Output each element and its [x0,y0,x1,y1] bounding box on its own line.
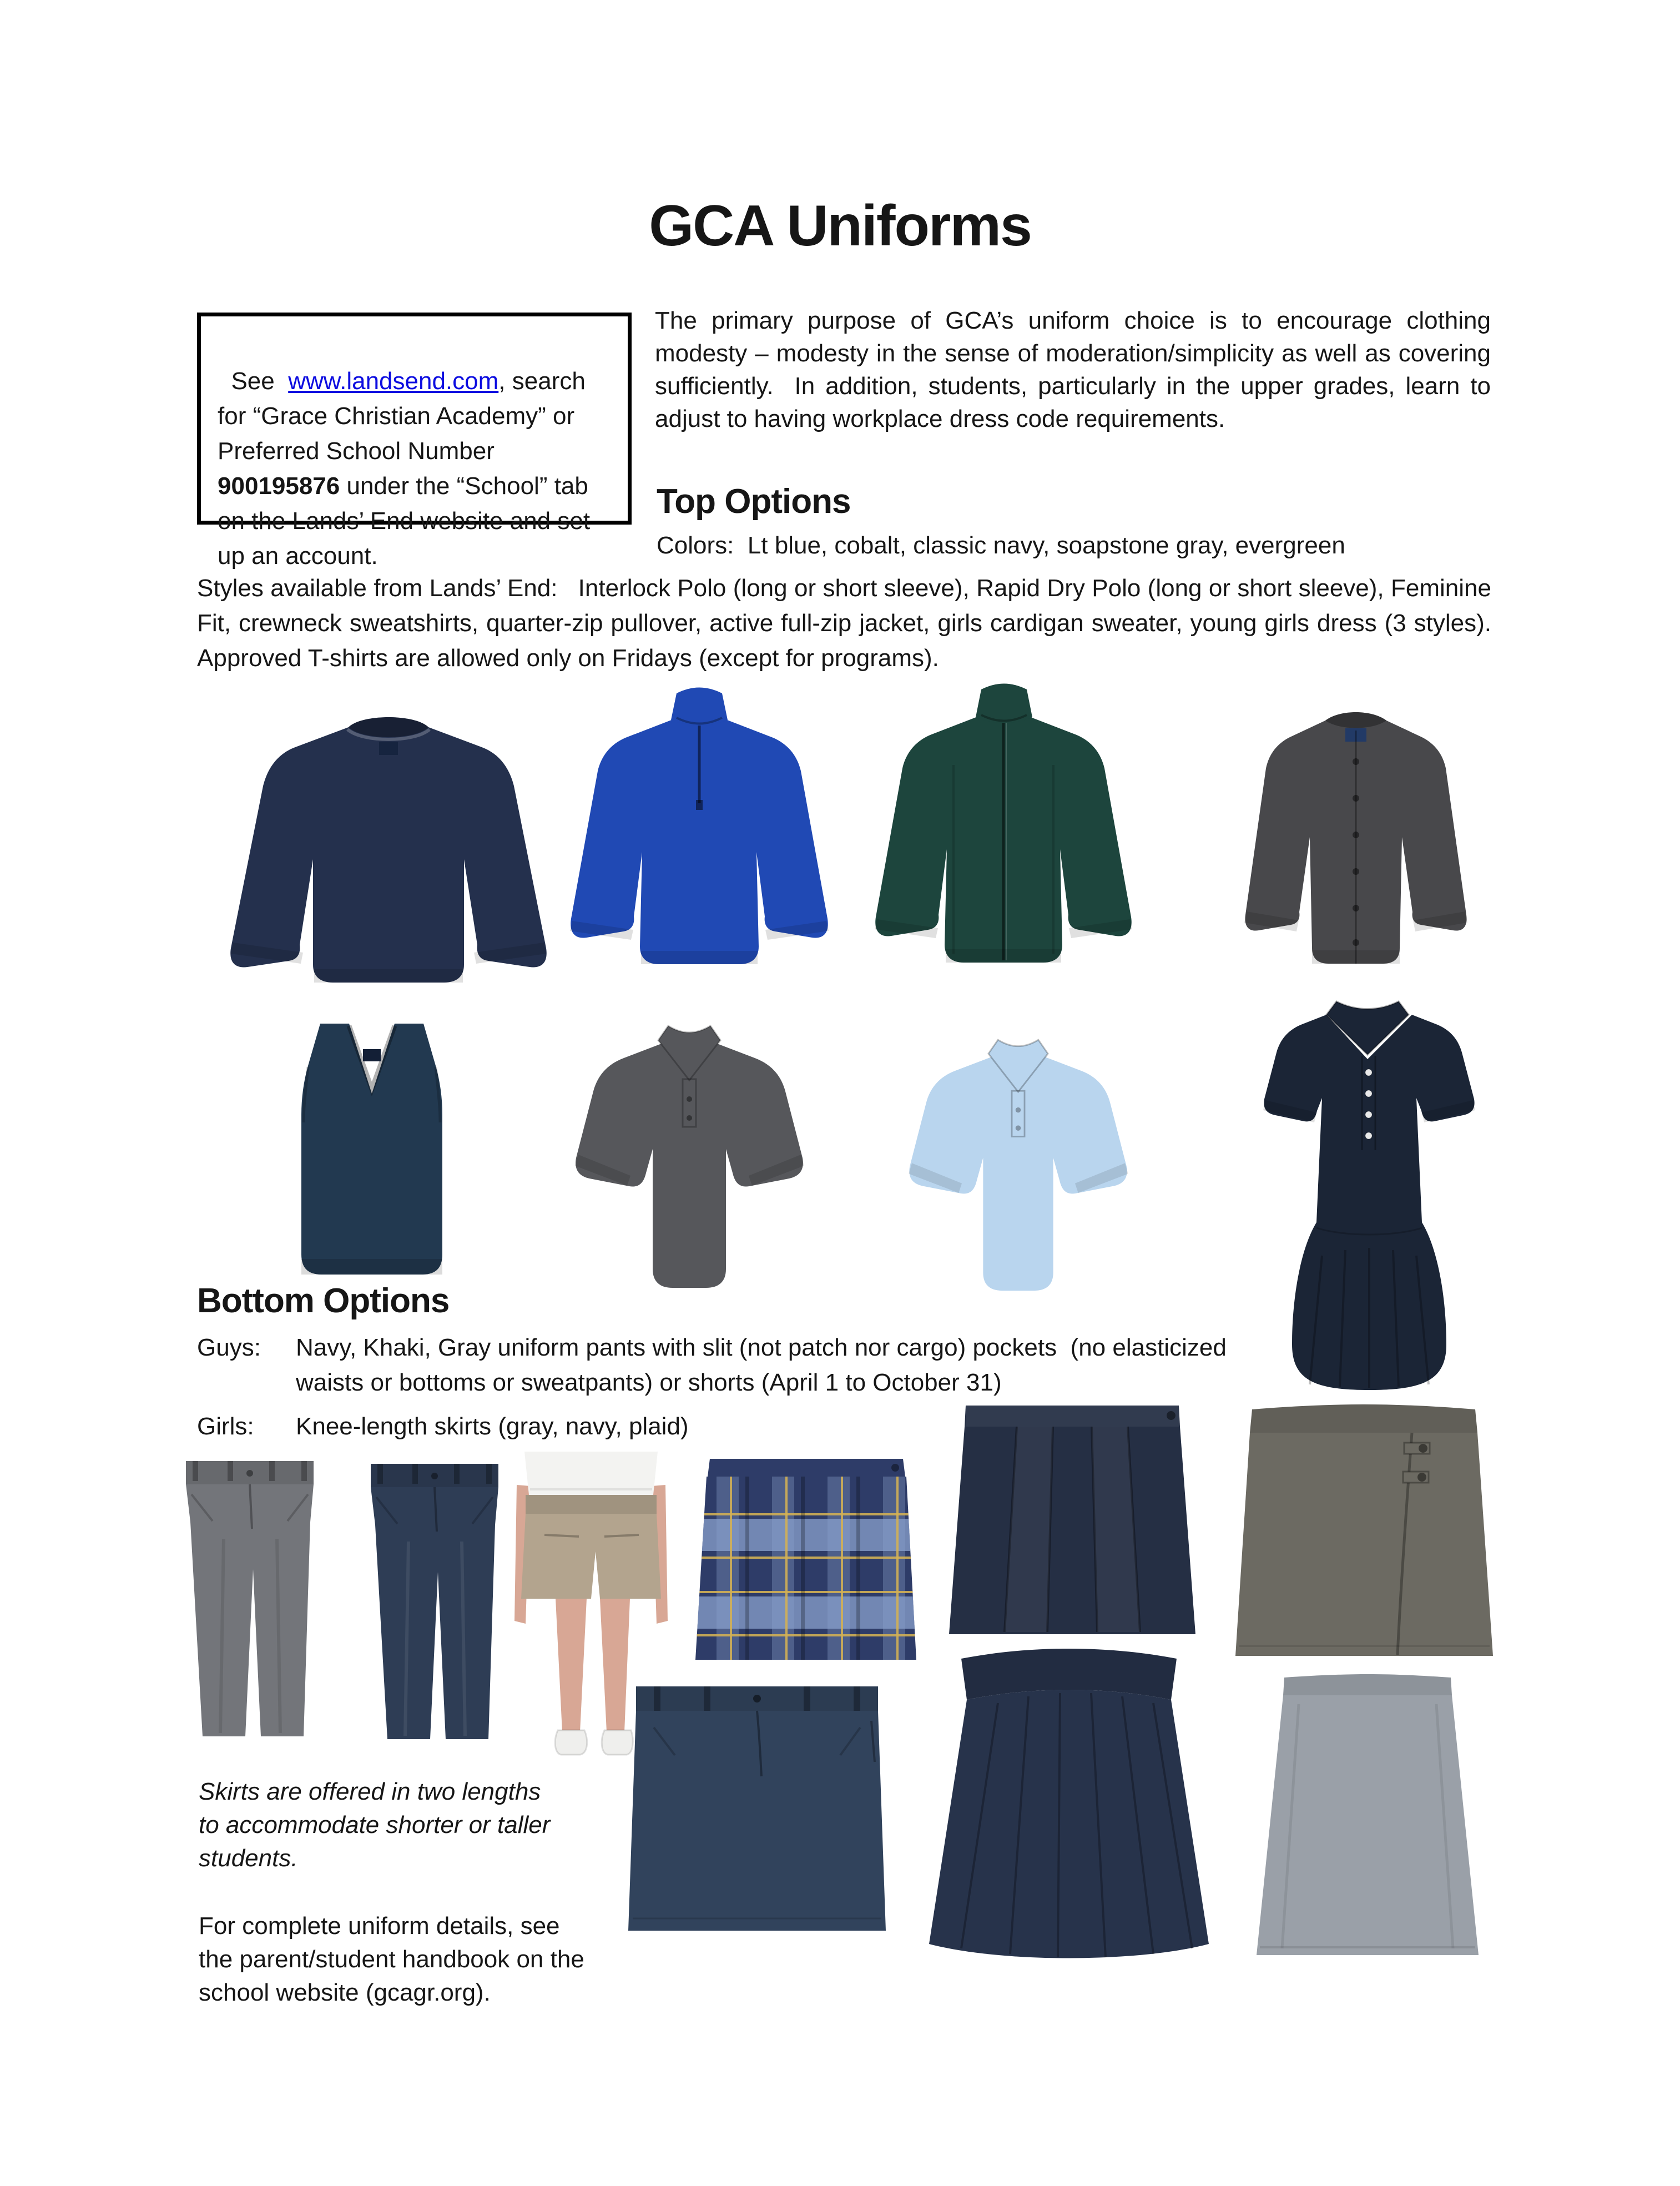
landsend-link[interactable]: www.landsend.com [288,367,499,395]
gray-polo-shirt-image [527,1009,852,1309]
skirt-lengths-note: Skirts are offered in two lengths to accommodate shorter or taller students. [199,1778,551,1872]
girls-label: Girls: [197,1413,254,1440]
cobalt-quarter-zip-pullover-image [547,686,852,985]
light-blue-polo-shirt-image [863,1020,1174,1314]
navy-box-pleat-skirt-image [934,1399,1211,1643]
navy-sweater-vest-image [241,1000,502,1297]
navy-pleated-knit-skirt-image [915,1644,1223,1965]
guys-options-row [197,1330,1288,1400]
guys-text: Navy, Khaki, Gray uniform pants with slit (not patch nor cargo) pockets (no elasticized waists or bottoms or sweatpants) or shorts (April 1 to October 31) [296,1334,1234,1396]
gray-uniform-pants-image [158,1450,341,1744]
gray-a-line-skirt-image [1249,1671,1486,1968]
navy-skort-image [620,1678,894,1943]
gray-cardigan-sweater-image [1231,694,1481,978]
bottom-options-heading: Bottom Options [197,1282,450,1320]
landsend-info-box [197,313,632,570]
school-number: 900195876 [218,472,340,500]
navy-polo-dress-image [1239,989,1500,1403]
intro-paragraph: The primary purpose of GCA’s uniform choice is to encourage clothing modesty – modesty in the sense of moderation/simplicity as well as covering sufficiently. In addition, students, particularly in the upper grades, learn to adjust to having workplace dress code requirements. [655,307,1498,432]
gray-wrap-skirt-image [1228,1402,1500,1669]
plaid-pleated-skirt-image [691,1453,921,1670]
handbook-note: For complete uniform details, see the parent/student handbook on the school website (gcagr.org). [199,1912,584,2006]
page-title: GCA Uniforms [649,194,1031,258]
top-options-colors-line: Colors: Lt blue, cobalt, classic navy, soapstone gray, evergreen [657,532,1345,559]
guys-label: Guys: [197,1334,261,1361]
info-box-text-end: under the “School” tab on the Lands’ End website and set up an account. [218,472,597,570]
evergreen-full-zip-jacket-image [850,682,1157,993]
info-box-text-start: See [231,367,289,395]
navy-crewneck-sweatshirt-image [216,688,561,994]
top-options-heading: Top Options [657,482,851,521]
top-options-styles-paragraph: Styles available from Lands’ End: Interlock Polo (long or short sleeve), Rapid Dry Polo (long or short sleeve), Feminine Fit, crewneck sweatshirts, quarter-zip pullover, active full-zip jacket, girls cardigan sweater, young girls dress (3 styles). Approved T-shirts are allowed only on Fridays (except for programs). [197,575,1505,672]
girls-text: Knee-length skirts (gray, navy, plaid) [296,1413,689,1440]
info-box-text-mid: , search for “Grace Christian Academy” or Preferred School Number [218,367,593,465]
